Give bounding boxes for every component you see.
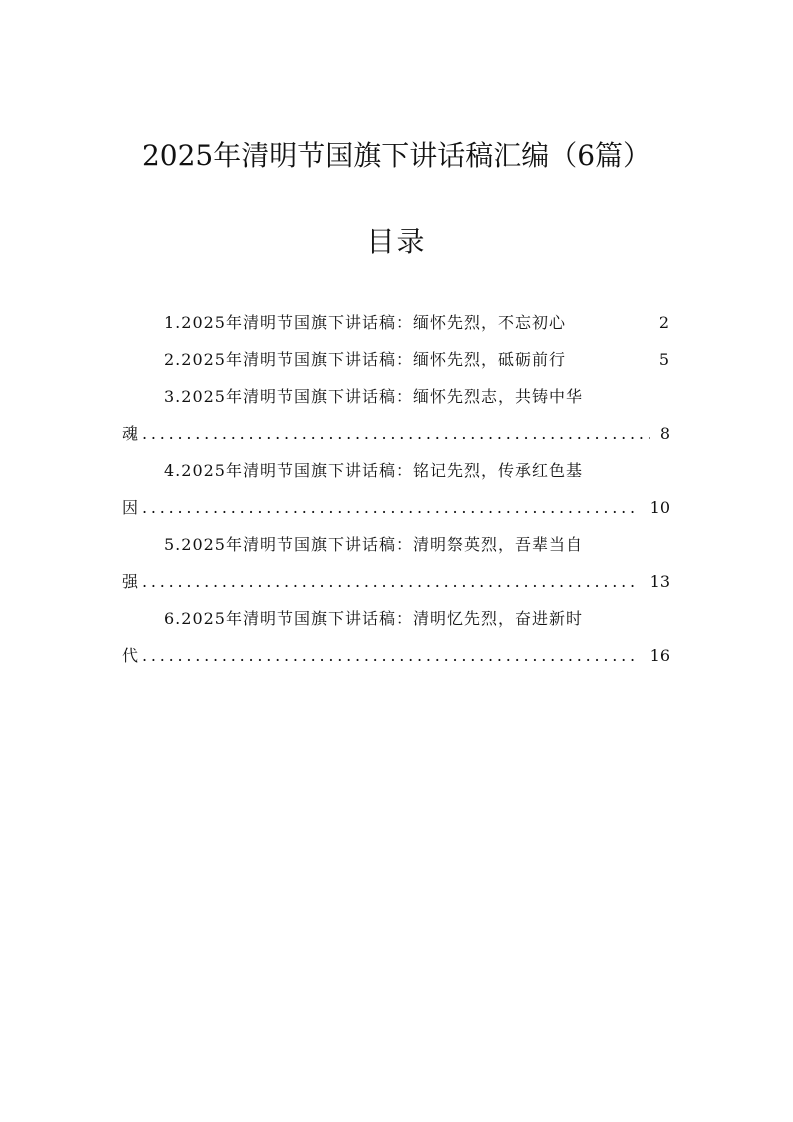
toc-entry-page: 10 [649,498,670,517]
toc-entry-page: 8 [659,424,670,443]
toc-entry-continuation-line [122,489,672,526]
toc-entry[interactable] [122,378,672,452]
toc-entry-first-line [122,378,672,415]
toc-leader-dots [142,563,640,600]
toc-entry-page: 5 [658,350,670,369]
toc-entry-first-line [122,526,672,563]
toc-entry[interactable] [122,304,672,341]
toc-entry-continuation-line [122,637,672,674]
document-title: 2025年清明节国旗下讲话稿汇编（6篇） [141,139,652,172]
toc-entry-title: 6.2025年清明节国旗下讲话稿：清明忆先烈，奋进新时 [164,609,583,628]
toc-entry[interactable] [122,600,672,674]
toc-entry-title-continuation: 强 [122,572,139,591]
toc-entry-title-continuation: 魂 [122,424,139,443]
table-of-contents [122,304,672,674]
toc-entry-continuation-line [122,415,672,452]
toc-entry-title: 4.2025年清明节国旗下讲话稿：铭记先烈，传承红色基 [164,461,583,480]
toc-entry-first-line [122,600,672,637]
toc-entry-title: 3.2025年清明节国旗下讲话稿：缅怀先烈志，共铸中华 [164,387,583,406]
toc-entry-title-continuation: 因 [122,498,139,517]
toc-entry-page: 13 [649,572,670,591]
toc-entry-title: 1.2025年清明节国旗下讲话稿：缅怀先烈，不忘初心 [164,313,566,332]
toc-entry-continuation-line [122,563,672,600]
toc-entry-page: 2 [658,313,670,332]
toc-entry-title: 2.2025年清明节国旗下讲话稿：缅怀先烈，砥砺前行 [164,350,566,369]
toc-leader-dots [142,415,650,452]
toc-entry[interactable] [122,452,672,526]
toc-heading: 目录 [366,225,427,258]
toc-entry-title: 5.2025年清明节国旗下讲话稿：清明祭英烈，吾辈当自 [164,535,583,554]
toc-entry-first-line [122,452,672,489]
toc-leader-dots [142,489,640,526]
toc-leader-dots [142,637,640,674]
toc-entry-page: 16 [649,646,670,665]
toc-entry[interactable] [122,341,672,378]
toc-entry[interactable] [122,526,672,600]
toc-entry-title-continuation: 代 [122,646,139,665]
